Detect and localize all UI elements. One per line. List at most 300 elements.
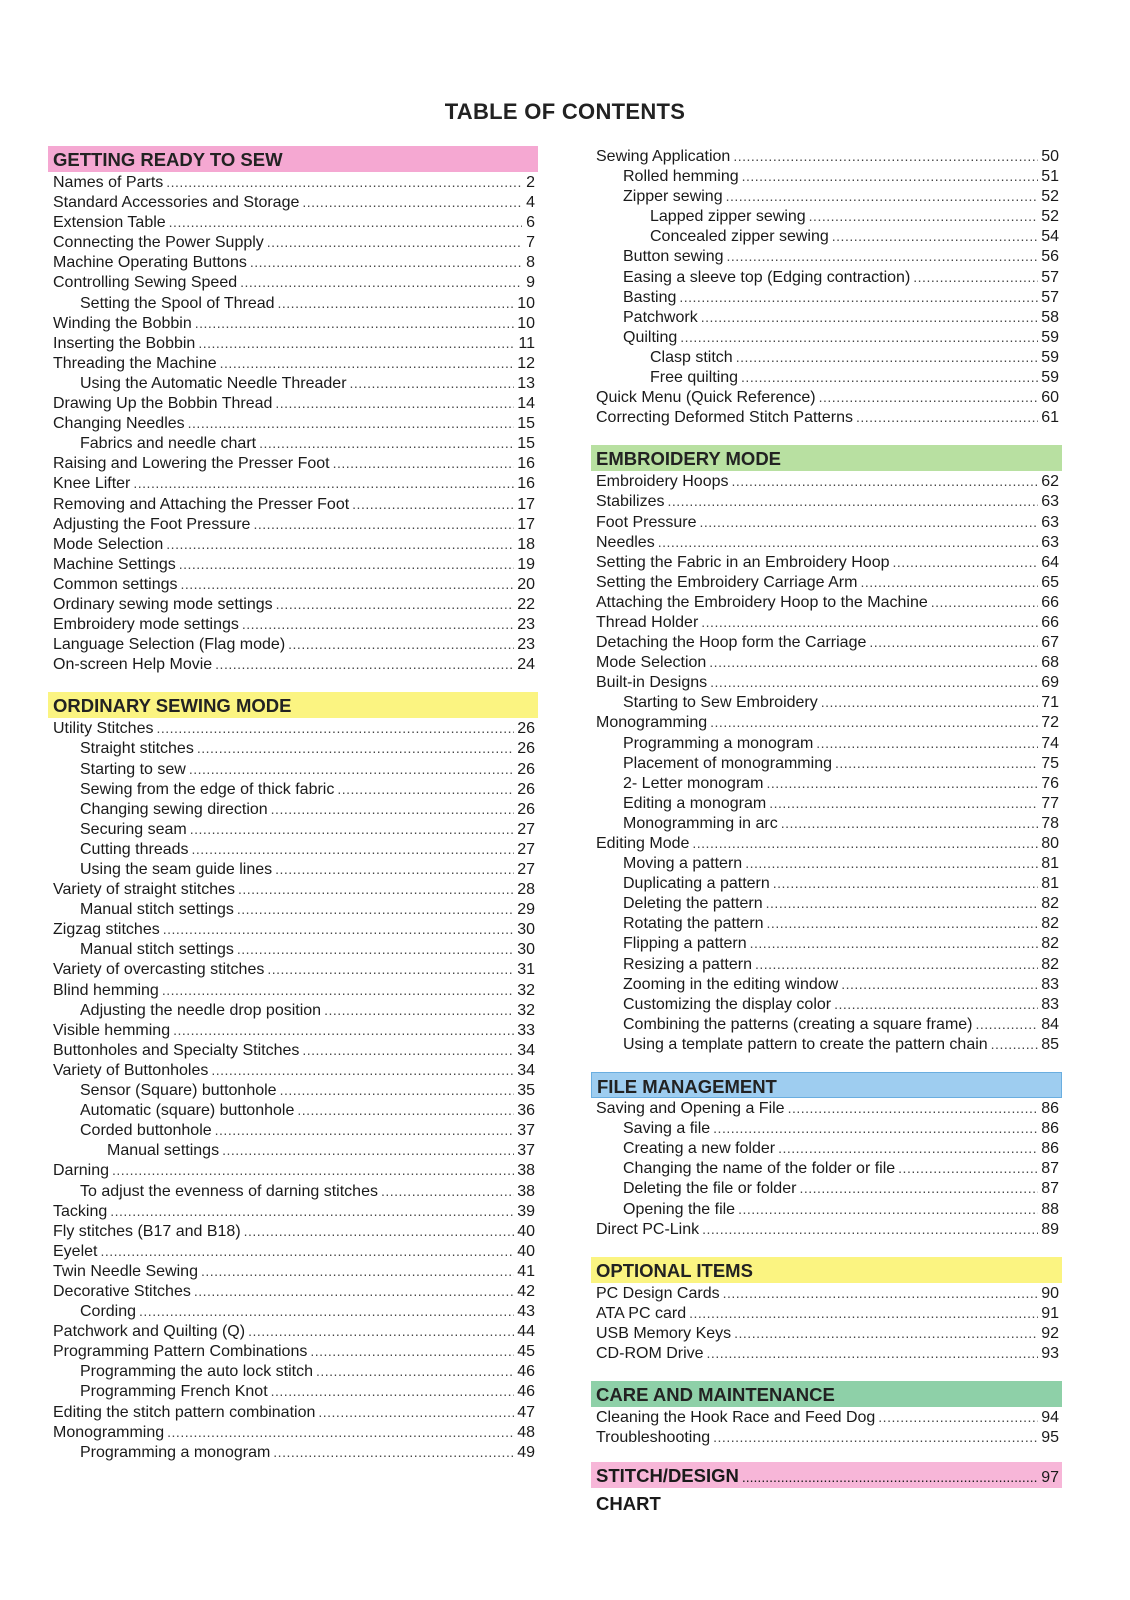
- toc-entry-title: Embroidery Hoops: [596, 473, 729, 491]
- toc-entry[interactable]: [591, 1283, 1062, 1303]
- toc-entry-title: Rolled hemming: [623, 168, 739, 186]
- toc-entry-page: 61: [1041, 409, 1059, 427]
- toc-leader-dots: [253, 514, 514, 534]
- toc-entry-page: 58: [1041, 308, 1059, 326]
- toc-entry-title: Saving a file: [623, 1120, 711, 1138]
- toc-entry-page: 63: [1041, 493, 1059, 511]
- toc-entry[interactable]: [48, 494, 538, 514]
- toc-entry-title: Drawing Up the Bobbin Thread: [53, 395, 273, 413]
- toc-entry-page: 72: [1041, 714, 1059, 732]
- toc-leader-dots: [832, 226, 1038, 246]
- toc-entry[interactable]: [48, 1100, 538, 1120]
- toc-entry[interactable]: [591, 612, 1062, 632]
- toc-entry[interactable]: [591, 913, 1062, 933]
- toc-entry-title: Built-in Designs: [596, 674, 708, 692]
- toc-entry-page: 46: [517, 1363, 535, 1381]
- toc-entry[interactable]: [591, 793, 1062, 813]
- toc-entry[interactable]: [591, 246, 1062, 266]
- toc-leader-dots: [280, 1080, 515, 1100]
- toc-leader-dots: [197, 738, 514, 758]
- toc-entry[interactable]: [591, 572, 1062, 592]
- toc-entry-title: To adjust the evenness of darning stitches: [80, 1182, 378, 1200]
- toc-entry[interactable]: [591, 491, 1062, 511]
- toc-entry[interactable]: [591, 873, 1062, 893]
- toc-entry-page: 15: [517, 415, 535, 433]
- toc-entry-page: 95: [1041, 1429, 1059, 1447]
- toc-entry-title: Deleting the file or folder: [623, 1180, 797, 1198]
- toc-entry[interactable]: [591, 753, 1062, 773]
- section-heading-ordinary-sewing: ORDINARY SEWING MODE: [48, 692, 538, 718]
- toc-entry[interactable]: [591, 1303, 1062, 1323]
- toc-entry[interactable]: [48, 1261, 538, 1281]
- toc-entry-title: Duplicating a pattern: [623, 875, 770, 893]
- toc-leader-dots: [181, 574, 515, 594]
- toc-entry-page: 62: [1041, 473, 1059, 491]
- toc-entry[interactable]: [591, 1034, 1062, 1054]
- toc-entry[interactable]: [48, 594, 538, 614]
- toc-entry-page: 66: [1041, 613, 1059, 631]
- section-entries-optional-items: [591, 1283, 1062, 1363]
- toc-entry-page: 83: [1041, 975, 1059, 993]
- toc-entry[interactable]: [48, 1160, 538, 1180]
- toc-entry[interactable]: [48, 819, 538, 839]
- toc-entry-title: Correcting Deformed Stitch Patterns: [596, 409, 853, 427]
- toc-entry-page: 37: [517, 1122, 535, 1140]
- toc-entry-page: 59: [1041, 328, 1059, 346]
- toc-entry-title: Attaching the Embroidery Hoop to the Machine: [596, 593, 928, 611]
- toc-entry-title: Blind hemming: [53, 981, 159, 999]
- toc-entry-page: 16: [517, 475, 535, 493]
- toc-leader-dots: [275, 859, 514, 879]
- toc-entry-title: Adjusting the needle drop position: [80, 1001, 322, 1019]
- toc-leader-dots: [702, 1219, 1038, 1239]
- toc-entry[interactable]: [48, 1020, 538, 1040]
- toc-entry[interactable]: [48, 1442, 538, 1462]
- toc-entry[interactable]: [48, 939, 538, 959]
- toc-entry[interactable]: [48, 1201, 538, 1221]
- toc-leader-dots: [709, 652, 1038, 672]
- toc-entry[interactable]: [48, 738, 538, 758]
- toc-entry[interactable]: [591, 1219, 1062, 1239]
- toc-entry[interactable]: [48, 554, 538, 574]
- toc-entry[interactable]: [591, 512, 1062, 532]
- toc-entry[interactable]: [591, 933, 1062, 953]
- toc-entry-page: 57: [1041, 268, 1059, 286]
- toc-entry[interactable]: [591, 327, 1062, 347]
- toc-entry-title: Removing and Attaching the Presser Foot: [53, 495, 350, 513]
- toc-entry-title: Stabilizes: [596, 493, 665, 511]
- toc-entry[interactable]: [591, 1098, 1062, 1118]
- toc-entry[interactable]: [591, 994, 1062, 1014]
- toc-leader-dots: [727, 246, 1039, 266]
- toc-entry-page: 11: [518, 334, 535, 352]
- toc-entry-title: Programming French Knot: [80, 1383, 268, 1401]
- toc-entry[interactable]: [591, 471, 1062, 491]
- toc-entry-page: 48: [517, 1423, 535, 1441]
- toc-entry-title: Mode Selection: [596, 654, 707, 672]
- toc-entry[interactable]: [48, 1221, 538, 1241]
- toc-leader-dots: [156, 718, 514, 738]
- toc-entry-page: 88: [1041, 1200, 1059, 1218]
- toc-entry[interactable]: [591, 853, 1062, 873]
- toc-leader-dots: [699, 512, 1038, 532]
- toc-entry-page: 86: [1041, 1140, 1059, 1158]
- toc-entry[interactable]: [591, 954, 1062, 974]
- toc-entry[interactable]: [591, 672, 1062, 692]
- toc-entry[interactable]: [591, 1158, 1062, 1178]
- toc-entry[interactable]: [48, 212, 538, 232]
- toc-leader-dots: [799, 1178, 1038, 1198]
- toc-entry-title: Fly stitches (B17 and B18): [53, 1222, 241, 1240]
- toc-entry[interactable]: [48, 1321, 538, 1341]
- toc-leader-dots: [766, 893, 1039, 913]
- toc-entry-title: Setting the Embroidery Carriage Arm: [596, 573, 858, 591]
- toc-entry-page: 40: [517, 1242, 535, 1260]
- toc-entry-page: 43: [517, 1303, 535, 1321]
- toc-entry[interactable]: [591, 552, 1062, 572]
- toc-entry-page: 66: [1041, 593, 1059, 611]
- toc-entry-page: 85: [1041, 1035, 1059, 1053]
- toc-entry-page: 77: [1041, 794, 1059, 812]
- toc-leader-dots: [860, 572, 1038, 592]
- toc-entry-page: 9: [526, 274, 535, 292]
- toc-entry[interactable]: [48, 1381, 538, 1401]
- toc-entry-title: Creating a new folder: [623, 1140, 776, 1158]
- toc-leader-dots: [173, 1020, 514, 1040]
- toc-entry-page: 7: [526, 234, 535, 252]
- toc-entry[interactable]: [48, 1181, 538, 1201]
- toc-entry[interactable]: [48, 413, 538, 433]
- toc-entry-title: Quick Menu (Quick Reference): [596, 389, 816, 407]
- toc-entry-title: Patchwork and Quilting (Q): [53, 1323, 246, 1341]
- toc-entry[interactable]: [48, 919, 538, 939]
- toc-leader-dots: [767, 773, 1039, 793]
- toc-entry[interactable]: [48, 1040, 538, 1060]
- toc-leader-dots: [198, 333, 515, 353]
- toc-entry-title: Visible hemming: [53, 1021, 171, 1039]
- toc-entry[interactable]: [48, 614, 538, 634]
- toc-entry-page: 35: [517, 1082, 535, 1100]
- toc-leader-dots: [297, 1100, 514, 1120]
- toc-entry-page: 23: [517, 636, 535, 654]
- toc-leader-dots: [333, 453, 515, 473]
- toc-entry[interactable]: [48, 393, 538, 413]
- toc-entry[interactable]: [48, 718, 538, 738]
- toc-entry-title: Sewing Application: [596, 148, 731, 165]
- toc-leader-dots: [188, 413, 515, 433]
- toc-entry[interactable]: [48, 759, 538, 779]
- toc-leader-dots: [324, 1000, 514, 1020]
- section-heading-getting-ready: GETTING READY TO SEW: [48, 146, 538, 172]
- toc-entry-page: 68: [1041, 654, 1059, 672]
- toc-entry-page: 6: [526, 214, 535, 232]
- toc-entry[interactable]: [48, 899, 538, 919]
- toc-entry[interactable]: [591, 1138, 1062, 1158]
- toc-entry[interactable]: [591, 974, 1062, 994]
- toc-entry[interactable]: [48, 433, 538, 453]
- toc-entry-title: Free quilting: [650, 369, 739, 387]
- toc-entry[interactable]: [591, 1199, 1062, 1219]
- toc-entry[interactable]: [591, 387, 1062, 407]
- toc-entry[interactable]: [591, 347, 1062, 367]
- toc-entry[interactable]: [48, 654, 538, 674]
- toc-entry-page: 38: [517, 1182, 535, 1200]
- toc-entry-title: Easing a sleeve top (Edging contraction): [623, 268, 911, 286]
- toc-entry-title: USB Memory Keys: [596, 1324, 732, 1342]
- toc-entry-title: Thread Holder: [596, 613, 699, 631]
- toc-entry-page: 67: [1041, 634, 1059, 652]
- toc-entry[interactable]: [591, 287, 1062, 307]
- toc-leader-dots: [736, 347, 1039, 367]
- toc-entry-title: Variety of straight stitches: [53, 881, 235, 899]
- toc-entry-page: 60: [1041, 389, 1059, 407]
- toc-entry[interactable]: [48, 373, 538, 393]
- toc-entry[interactable]: [48, 574, 538, 594]
- toc-entry[interactable]: [591, 833, 1062, 853]
- toc-leader-dots: [250, 252, 522, 272]
- toc-entry-title: Troubleshooting: [596, 1429, 711, 1447]
- toc-entry-title: Programming a monogram: [80, 1443, 271, 1461]
- toc-leader-dots: [991, 1034, 1039, 1054]
- toc-entry[interactable]: [591, 206, 1062, 226]
- toc-entry[interactable]: [48, 293, 538, 313]
- toc-entry[interactable]: [48, 1402, 538, 1422]
- toc-entry[interactable]: [48, 859, 538, 879]
- toc-entry[interactable]: [48, 634, 538, 654]
- toc-entry[interactable]: [591, 166, 1062, 186]
- toc-entry[interactable]: [591, 226, 1062, 246]
- toc-entry[interactable]: [48, 1120, 538, 1140]
- toc-leader-dots: [723, 1283, 1039, 1303]
- toc-entry[interactable]: [48, 192, 538, 212]
- toc-entry-page: 52: [1041, 188, 1059, 206]
- toc-leader-dots: [237, 899, 514, 919]
- toc-entry-title: Fabrics and needle chart: [80, 435, 257, 453]
- toc-entry-page: 82: [1041, 955, 1059, 973]
- toc-entry[interactable]: [48, 1000, 538, 1020]
- toc-entry-title: Monogramming in arc: [623, 814, 778, 832]
- toc-entry[interactable]: [591, 307, 1062, 327]
- toc-entry[interactable]: [48, 453, 538, 473]
- toc-entry[interactable]: [48, 1080, 538, 1100]
- toc-leader-dots: [741, 367, 1038, 387]
- toc-entry-title: Setting the Spool of Thread: [80, 294, 275, 312]
- toc-entry[interactable]: [591, 1014, 1062, 1034]
- toc-entry-page: 51: [1041, 168, 1059, 186]
- toc-entry-page: 34: [517, 1061, 535, 1079]
- toc-entry-page: 57: [1041, 288, 1059, 306]
- toc-entry-page: 26: [517, 740, 535, 758]
- toc-entry[interactable]: [591, 267, 1062, 287]
- toc-entry-page: 90: [1041, 1284, 1059, 1302]
- toc-leader-dots: [242, 614, 514, 634]
- toc-entry[interactable]: [48, 980, 538, 1000]
- toc-entry-page: 10: [517, 294, 535, 312]
- toc-entry[interactable]: [48, 473, 538, 493]
- toc-entry[interactable]: [591, 893, 1062, 913]
- toc-entry[interactable]: [48, 959, 538, 979]
- toc-leader-dots: [742, 1463, 1038, 1491]
- toc-entry[interactable]: [591, 632, 1062, 652]
- toc-entry-title: Quilting: [623, 328, 678, 346]
- toc-entry[interactable]: [48, 1281, 538, 1301]
- toc-entry[interactable]: [48, 252, 538, 272]
- toc-entry[interactable]: [48, 779, 538, 799]
- toc-leader-dots: [166, 534, 514, 554]
- toc-entry-title: Monogramming: [53, 1423, 165, 1441]
- toc-leader-dots: [248, 1321, 514, 1341]
- toc-entry-title: Straight stitches: [80, 740, 194, 758]
- toc-entry-page: 49: [517, 1443, 535, 1461]
- toc-entry[interactable]: [48, 313, 538, 333]
- toc-entry-title: Automatic (square) buttonhole: [80, 1102, 295, 1120]
- toc-leader-dots: [189, 759, 514, 779]
- toc-entry-title: Cording: [80, 1303, 137, 1321]
- toc-entry[interactable]: [48, 1140, 538, 1160]
- toc-entry[interactable]: [591, 1178, 1062, 1198]
- toc-leader-dots: [689, 1303, 1038, 1323]
- toc-entry-title: Zooming in the editing window: [623, 975, 839, 993]
- toc-entry-title: Winding the Bobbin: [53, 314, 192, 332]
- toc-leader-dots: [658, 532, 1039, 552]
- toc-entry-title: Sewing from the edge of thick fabric: [80, 780, 335, 798]
- toc-entry-page: 84: [1041, 1015, 1059, 1033]
- toc-entry-page: 40: [517, 1222, 535, 1240]
- section-heading-optional-items: OPTIONAL ITEMS: [591, 1257, 1062, 1283]
- toc-entry[interactable]: [591, 813, 1062, 833]
- toc-entry-title: Patchwork: [623, 308, 698, 326]
- toc-entry[interactable]: [591, 1343, 1062, 1363]
- toc-leader-dots: [201, 1261, 514, 1281]
- toc-entry-page: 93: [1041, 1344, 1059, 1362]
- toc-entry-title: Machine Settings: [53, 555, 176, 573]
- toc-leader-dots: [755, 954, 1038, 974]
- toc-entry[interactable]: [591, 652, 1062, 672]
- toc-entry-page: 26: [517, 800, 535, 818]
- toc-entry-page: 32: [517, 981, 535, 999]
- toc-entry-page: 56: [1041, 248, 1059, 266]
- toc-entry-page: 46: [517, 1383, 535, 1401]
- toc-entry-page: 33: [517, 1021, 535, 1039]
- section-heading-stitch-design-chart[interactable]: [591, 1462, 1062, 1515]
- toc-entry-page: 8: [526, 254, 535, 272]
- toc-entry-title: Embroidery mode settings: [53, 616, 239, 634]
- toc-entry[interactable]: [591, 692, 1062, 712]
- toc-entry-page: 45: [517, 1343, 535, 1361]
- toc-leader-dots: [778, 1138, 1038, 1158]
- toc-entry-page: 59: [1041, 348, 1059, 366]
- toc-leader-dots: [750, 933, 1039, 953]
- toc-entry-page: 94: [1041, 1409, 1059, 1427]
- toc-entry[interactable]: [591, 1407, 1062, 1427]
- toc-entry[interactable]: [591, 773, 1062, 793]
- toc-leader-dots: [271, 799, 515, 819]
- toc-entry[interactable]: [48, 839, 538, 859]
- toc-entry[interactable]: [48, 514, 538, 534]
- toc-leader-dots: [112, 1160, 514, 1180]
- toc-leader-dots: [667, 491, 1038, 511]
- toc-entry[interactable]: [48, 1060, 538, 1080]
- toc-leader-dots: [215, 654, 514, 674]
- toc-entry[interactable]: [48, 353, 538, 373]
- toc-leader-dots: [273, 1442, 514, 1462]
- toc-entry-title: 2- Letter monogram: [623, 774, 764, 792]
- toc-leader-dots: [732, 471, 1039, 491]
- toc-entry-page: 19: [517, 555, 535, 573]
- toc-entry-page: 29: [517, 901, 535, 919]
- toc-leader-dots: [169, 212, 522, 232]
- toc-entry[interactable]: [591, 592, 1062, 612]
- toc-entry[interactable]: [591, 712, 1062, 732]
- toc-leader-dots: [215, 1120, 515, 1140]
- toc-entry[interactable]: [591, 186, 1062, 206]
- toc-entry[interactable]: [48, 272, 538, 292]
- toc-leader-dots: [738, 1199, 1038, 1219]
- toc-entry-title: Button sewing: [623, 248, 724, 266]
- toc-entry-page: 31: [517, 961, 535, 979]
- toc-leader-dots: [238, 879, 514, 899]
- toc-entry[interactable]: [48, 799, 538, 819]
- toc-entry[interactable]: [48, 1422, 538, 1442]
- toc-entry[interactable]: [48, 1361, 538, 1381]
- toc-entry-title: Variety of Buttonholes: [53, 1061, 209, 1079]
- toc-entry[interactable]: [48, 1301, 538, 1321]
- toc-entry[interactable]: [591, 146, 1062, 166]
- toc-leader-dots: [302, 192, 522, 212]
- toc-entry-title: Editing the stitch pattern combination: [53, 1403, 316, 1421]
- toc-leader-dots: [835, 753, 1038, 773]
- toc-entry[interactable]: [591, 1118, 1062, 1138]
- toc-leader-dots: [869, 632, 1038, 652]
- toc-entry[interactable]: [48, 879, 538, 899]
- toc-entry-title: Programming the auto lock stitch: [80, 1363, 313, 1381]
- toc-leader-dots: [222, 1140, 514, 1160]
- toc-entry[interactable]: [48, 232, 538, 252]
- toc-entry-page: 38: [517, 1162, 535, 1180]
- toc-entry[interactable]: [591, 407, 1062, 427]
- toc-entry[interactable]: [591, 1427, 1062, 1447]
- toc-entry-page: 87: [1041, 1160, 1059, 1178]
- toc-leader-dots: [267, 959, 514, 979]
- toc-entry-page: 92: [1041, 1324, 1059, 1342]
- toc-entry-title: Opening the file: [623, 1200, 736, 1218]
- toc-leader-dots: [163, 919, 514, 939]
- toc-leader-dots: [352, 494, 514, 514]
- toc-entry[interactable]: [48, 534, 538, 554]
- toc-entry[interactable]: [591, 367, 1062, 387]
- toc-entry[interactable]: [591, 733, 1062, 753]
- left-column: [48, 146, 538, 1462]
- toc-entry-page: 87: [1041, 1180, 1059, 1198]
- toc-entry[interactable]: [591, 532, 1062, 552]
- toc-entry-title: Basting: [623, 288, 677, 306]
- toc-leader-dots: [318, 1402, 514, 1422]
- toc-entry[interactable]: [48, 1241, 538, 1261]
- toc-entry-title: Standard Accessories and Storage: [53, 194, 300, 212]
- toc-entry[interactable]: [48, 1341, 538, 1361]
- section-entries-ordinary-sewing: [48, 718, 538, 1461]
- toc-entry-title: Cutting threads: [80, 840, 189, 858]
- toc-entry[interactable]: [48, 172, 538, 192]
- toc-entry-page: 34: [517, 1041, 535, 1059]
- toc-entry[interactable]: [48, 333, 538, 353]
- toc-entry[interactable]: [591, 1323, 1062, 1343]
- toc-leader-dots: [195, 313, 514, 333]
- toc-leader-dots: [819, 387, 1039, 407]
- toc-entry-page: 81: [1041, 875, 1059, 893]
- toc-entry-page: 27: [517, 861, 535, 878]
- toc-leader-dots: [713, 1118, 1038, 1138]
